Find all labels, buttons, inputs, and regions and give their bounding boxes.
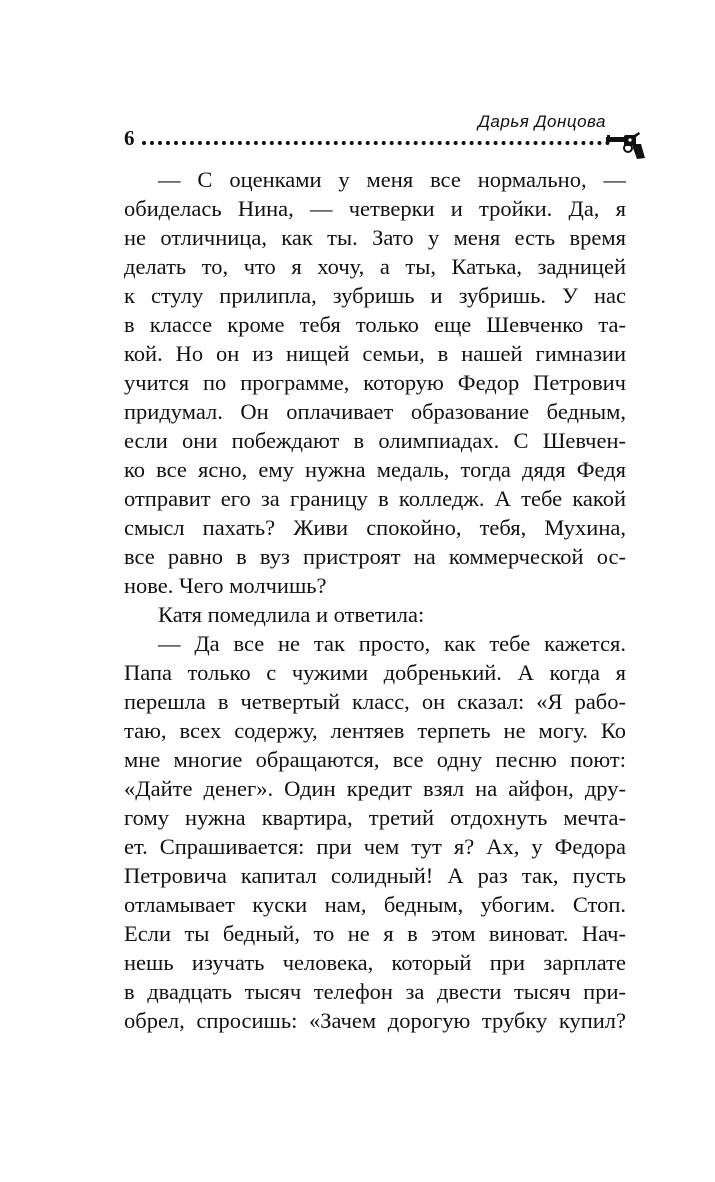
text-line: таю, всех содержу, лентяев терпеть не могу. Ко xyxy=(124,718,626,743)
text-line: гому нужна квартира, третий отдохнуть мечта- xyxy=(124,805,626,830)
text-line: мне многие обращаются, все одну песню поют: xyxy=(124,747,626,772)
text-line: Если ты бедный, то не я в этом виноват. Нач- xyxy=(124,921,626,946)
text-line: — Да все не так просто, как тебе кажется. xyxy=(158,631,626,656)
text-line: Папа только с чужими добренький. А когда я xyxy=(124,660,626,685)
text-line: обрел, спросишь: «Зачем дорогую трубку купил? xyxy=(124,1008,626,1033)
text-line: ко все ясно, ему нужна медаль, тогда дядя Федя xyxy=(124,457,626,482)
dotted-leader xyxy=(142,141,610,145)
text-line: обиделась Нина, — четверки и тройки. Да, я xyxy=(124,196,626,221)
text-line: придумал. Он оплачивает образование бедным, xyxy=(124,399,626,424)
text-line: кой. Но он из нищей семьи, в нашей гимназии xyxy=(124,341,626,366)
body-text xyxy=(124,165,626,1035)
running-header xyxy=(124,112,644,162)
text-line: «Дайте денег». Один кредит взял на айфон, дру- xyxy=(124,776,626,801)
revolver-icon xyxy=(606,132,646,160)
text-line: к стулу прилипла, зубришь и зубришь. У нас xyxy=(124,283,626,308)
text-line: перешла в четвертый класс, он сказал: «Я рабо- xyxy=(124,689,626,714)
text-line: делать то, что я хочу, а ты, Катька, задницей xyxy=(124,254,626,279)
text-line: все равно в вуз пристроят на коммерческой ос- xyxy=(124,544,626,569)
text-line: не отличница, как ты. Зато у меня есть время xyxy=(124,225,626,250)
text-line: отправит его за границу в колледж. А тебе какой xyxy=(124,486,626,511)
text-line: нешь изучать человека, который при зарплате xyxy=(124,950,626,975)
text-line: в двадцать тысяч телефон за двести тысяч при- xyxy=(124,979,626,1004)
text-line: Катя помедлила и ответила: xyxy=(158,602,425,627)
text-line: если они побеждают в олимпиадах. С Шевчен- xyxy=(124,428,626,453)
text-line: учится по программе, которую Федор Петрович xyxy=(124,370,626,395)
text-line: нове. Чего молчишь? xyxy=(124,573,327,598)
text-line: ет. Спрашивается: при чем тут я? Ах, у Федора xyxy=(124,834,626,859)
text-line: в классе кроме тебя только еще Шевченко та- xyxy=(124,312,626,337)
text-line: смысл пахать? Живи спокойно, тебя, Мухина, xyxy=(124,515,626,540)
text-line: отламывает куски нам, бедным, убогим. Стоп. xyxy=(124,892,626,917)
text-line: Петровича капитал солидный! А раз так, пусть xyxy=(124,863,626,888)
author-name: Дарья Донцова xyxy=(477,112,606,131)
page-number: 6 xyxy=(124,126,135,150)
text-line: — С оценками у меня все нормально, — xyxy=(158,167,626,192)
